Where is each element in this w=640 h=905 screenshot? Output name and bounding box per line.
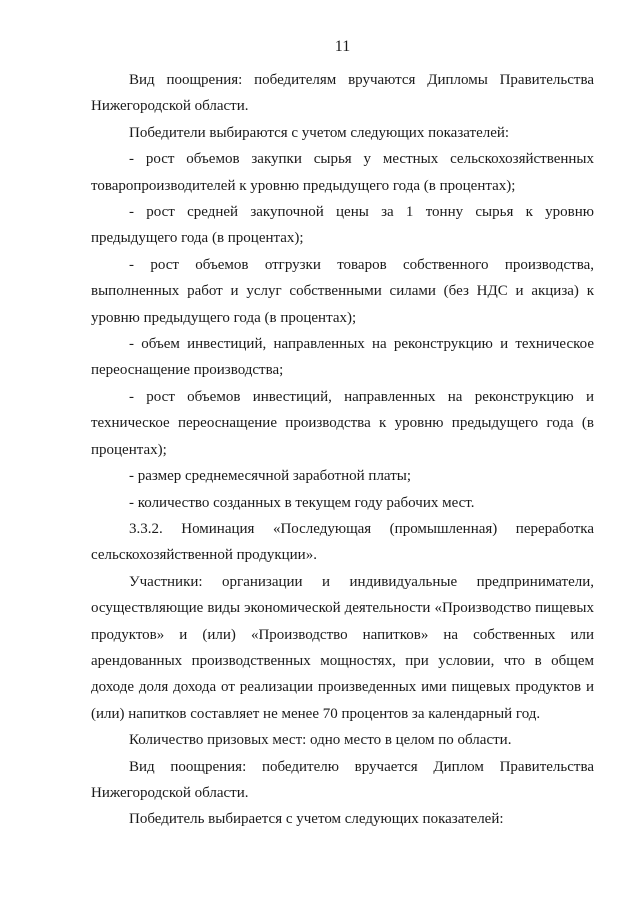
list-item-investment-growth: - рост объемов инвестиций, направленных на реконструкцию и техническое переоснащение производства к уровню предыдущего года (в процентах); [91,388,594,458]
list-item-raw-purchase-growth: - рост объемов закупки сырья у местных сельскохозяйственных товаропроизводителей к уровню предыдущего года (в процентах); [91,151,594,194]
list-item-shipment-growth: - рост объемов отгрузки товаров собственного производства, выполненных работ и услуг собственными силами (без НДС и акциза) к уровню предыдущего года (в процентах); [91,256,594,326]
list-item-average-salary: - размер среднемесячной заработной платы; [129,468,411,485]
list-item-investment-volume: - объем инвестиций, направленных на реконструкцию и техническое переоснащение производства; [91,336,594,379]
page-number: 11 [334,38,351,55]
paragraph-prize-places: Количество призовых мест: одно место в целом по области. [129,732,512,749]
paragraph-reward-type-winner: Вид поощрения: победителю вручается Диплом Правительства Нижегородской области. [91,758,594,801]
paragraph-participants: Участники: организации и индивидуальные предприниматели, осуществляющие виды экономической деятельности «Производство пищевых продуктов» и (или) «Производство напитков» на собственных или арендованных производственных мощностях, при условии, что в общем доходе доля дохода от реализации произведенных ими пищевых продуктов и (или) напитков составляет не менее 70 процентов за календарный год. [91,573,594,722]
paragraph-criteria-intro: Победители выбираются с учетом следующих показателей: [129,124,510,141]
list-item-purchase-price-growth: - рост средней закупочной цены за 1 тонну сырья к уровню предыдущего года (в процентах); [91,204,594,247]
paragraph-reward-type: Вид поощрения: победителям вручаются Дипломы Правительства Нижегородской области. [91,72,594,115]
list-item-jobs-created: - количество созданных в текущем году рабочих мест. [129,494,475,511]
section-heading-nomination: 3.3.2. Номинация «Последующая (промышленная) переработка сельскохозяйственной продукции». [91,520,594,564]
paragraph-winner-criteria-intro: Победитель выбирается с учетом следующих показателей: [129,811,504,828]
document-body [91,67,594,833]
